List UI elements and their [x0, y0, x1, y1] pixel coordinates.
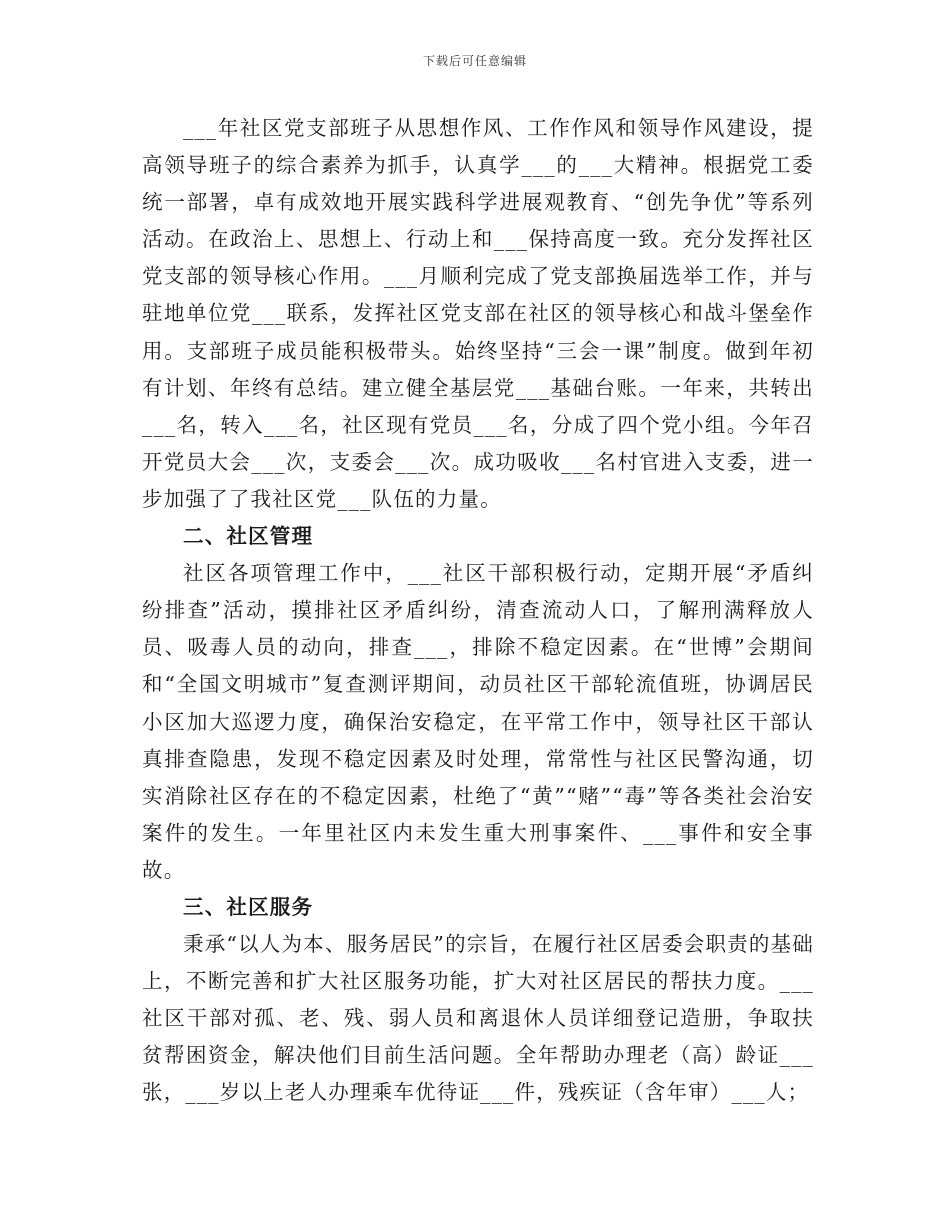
paragraph-community-service: 秉承“以人为本、服务居民”的宗旨，在履行社区居委会职责的基础上，不断完善和扩大社区服务功能，扩大对社区居民的帮扶力度。___社区干部对孤、老、残、弱人员和离退休人员详细登记造册，争取扶贫帮困资金，解决他们目前生活问题。全年帮助办理老（高）龄证___张，___岁以上老人办理乘车优待证___件，残疾证（含年审）___人；: [142, 932, 814, 1105]
document-body: [142, 110, 814, 1112]
page-header-note: 下载后可任意编辑: [422, 54, 527, 68]
paragraph-community-management: 社区各项管理工作中，___社区干部积极行动，定期开展“矛盾纠纷排查”活动，摸排社区矛盾纠纷，清查流动人口，了解刑满释放人员、吸毒人员的动向，排查___，排除不稳定因素。在“世博”会期间和“全国文明城市”复查测评期间，动员社区干部轮流值班，协调居民小区加大巡逻力度，确保治安稳定，在平常工作中，领导社区干部认真排查隐患，发现不稳定因素及时处理，常常性与社区民警沟通，切实消除社区存在的不稳定因素，杜绝了“黄”“赌”“毒”等各类社会治安案件的发生。一年里社区内未发生重大刑事案件、___事件和安全事故。: [142, 561, 814, 882]
section-heading-community-service: 三、社区服务: [183, 894, 314, 919]
section-heading-community-management: 二、社区管理: [183, 524, 314, 549]
paragraph-party-branch: ___年社区党支部班子从思想作风、工作作风和领导作风建设，提高领导班子的综合素养为抓手，认真学___的___大精神。根据党工委统一部署，卓有成效地开展实践科学进展观教育、“创先争优”等系列活动。在政治上、思想上、行动上和___保持高度一致。充分发挥社区党支部的领导核心作用。___月顺利完成了党支部换届选举工作，并与驻地单位党___联系，发挥社区党支部在社区的领导核心和战斗堡垒作用。支部班子成员能积极带头。始终坚持“三会一课”制度。做到年初有计划、年终有总结。建立健全基层党___基础台账。一年来，共转出___名，转入___名，社区现有党员___名，分成了四个党小组。今年召开党员大会___次，支委会___次。成功吸收___名村官进入支委，进一步加强了了我社区党___队伍的力量。: [142, 116, 814, 511]
